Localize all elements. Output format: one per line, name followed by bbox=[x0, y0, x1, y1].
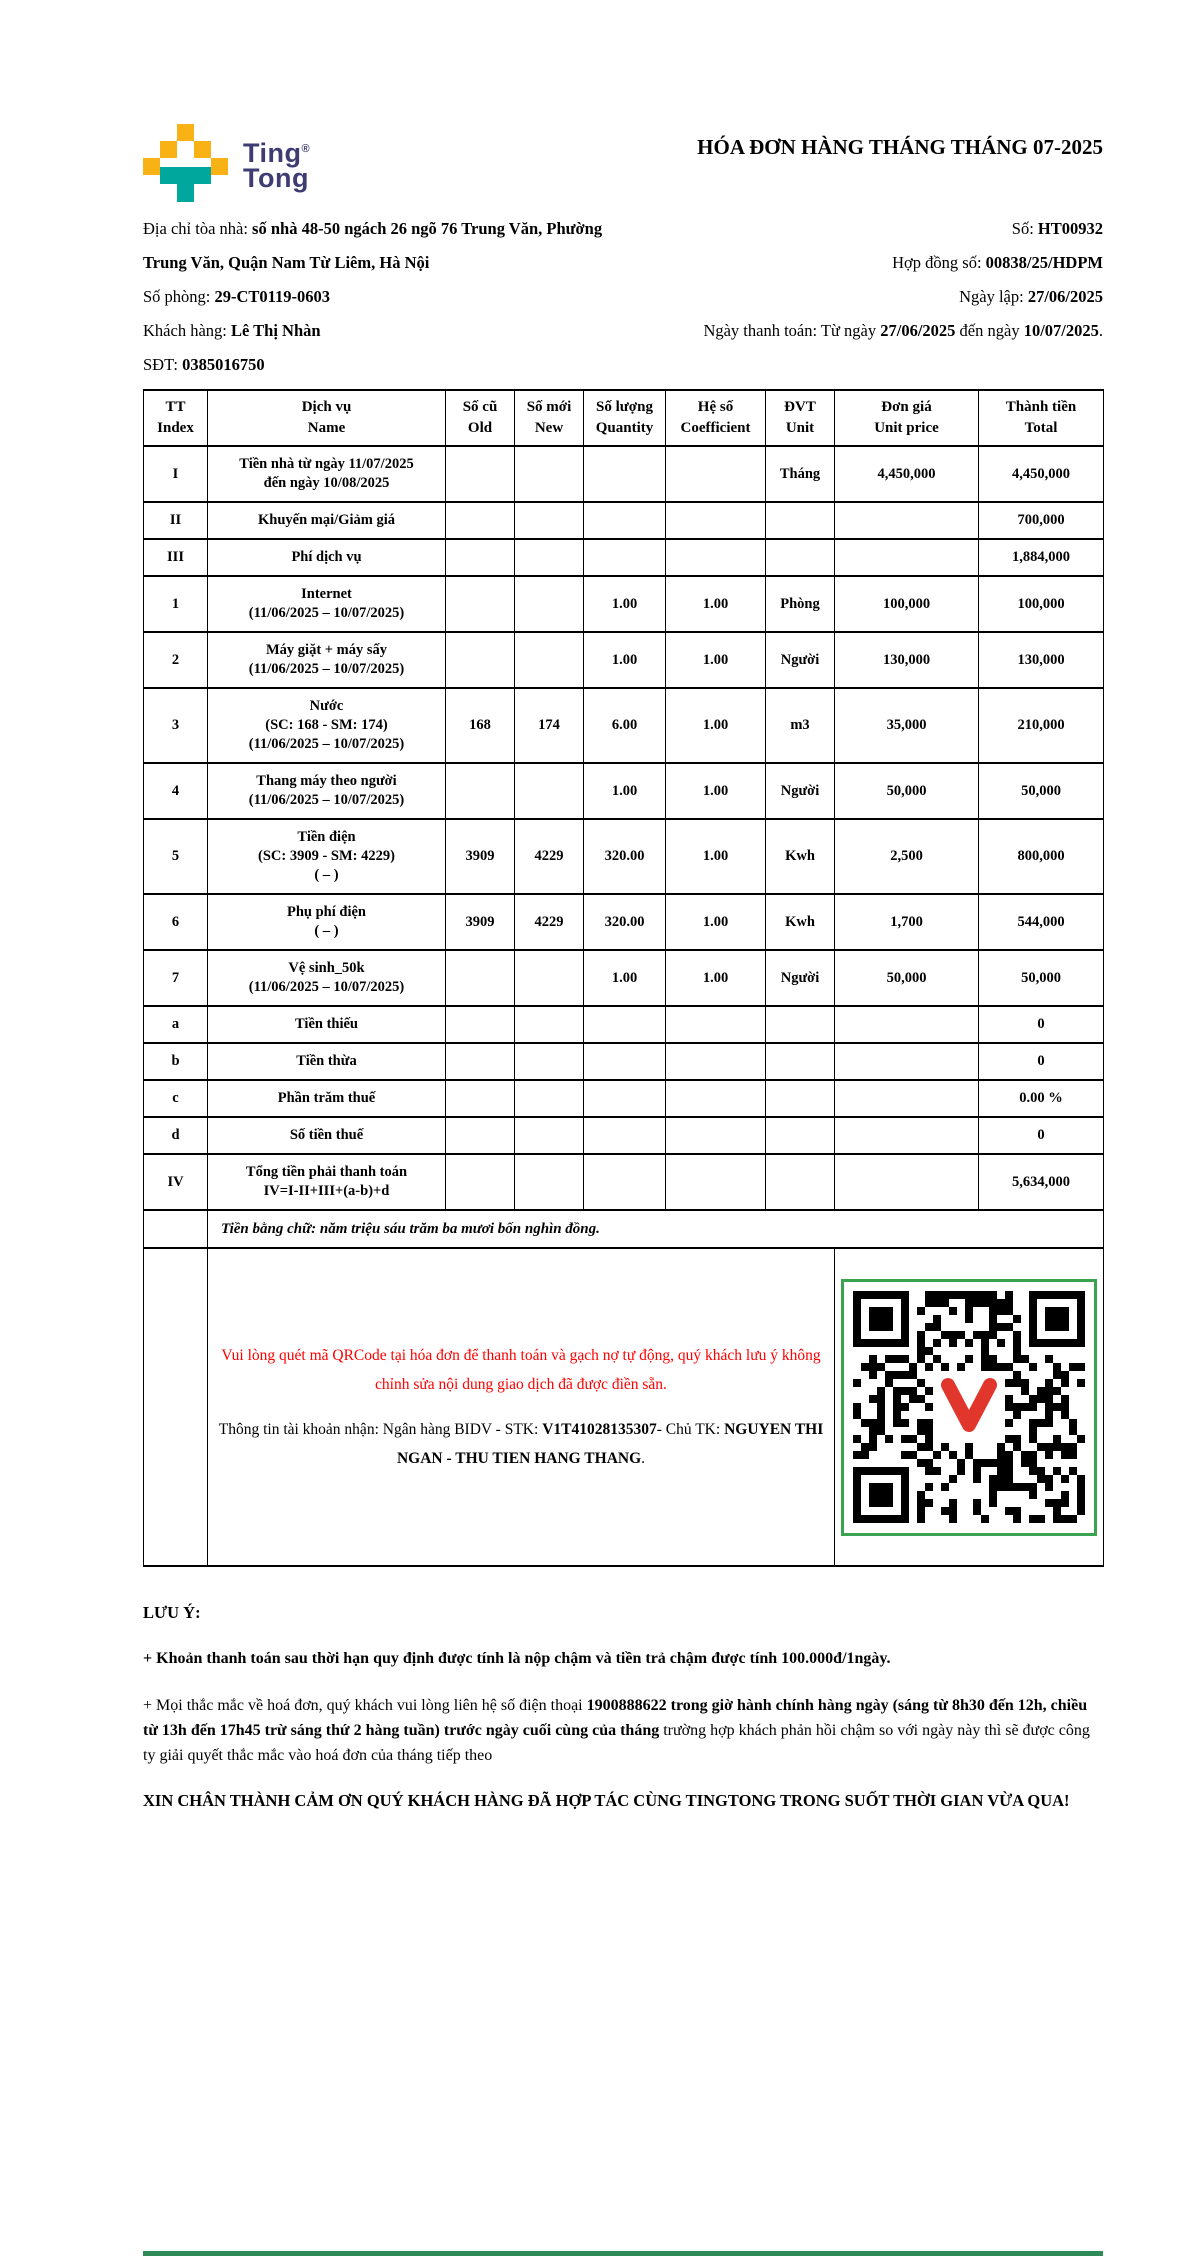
info-left-column bbox=[143, 212, 635, 382]
cell-coef bbox=[666, 1043, 766, 1080]
cell-total: 700,000 bbox=[979, 502, 1104, 539]
col-header-new: Số mới New bbox=[515, 390, 584, 446]
cell-total: 800,000 bbox=[979, 819, 1104, 894]
brand-line2: Tong bbox=[243, 163, 309, 193]
table-row bbox=[144, 763, 1104, 819]
bank-account-info: Thông tin tài khoản nhận: Ngân hàng BIDV - STK: V1T41028135307- Chủ TK: NGUYEN THI NGAN - THU TIEN HANG THANG. bbox=[218, 1421, 824, 1467]
cell-price: 2,500 bbox=[835, 819, 979, 894]
cell-new bbox=[515, 1006, 584, 1043]
cell-coef bbox=[666, 446, 766, 502]
cell-old: 3909 bbox=[446, 819, 515, 894]
cell-price: 4,450,000 bbox=[835, 446, 979, 502]
cell-new bbox=[515, 576, 584, 632]
cell-idx: b bbox=[144, 1043, 208, 1080]
brand-logo bbox=[143, 124, 310, 202]
cell-unit bbox=[766, 1080, 835, 1117]
cell-name: Máy giặt + máy sấy (11/06/2025 – 10/07/2025) bbox=[208, 632, 446, 688]
cell-total: 544,000 bbox=[979, 894, 1104, 950]
cell-qty: 320.00 bbox=[584, 894, 666, 950]
cell-name: Tiền nhà từ ngày 11/07/2025 đến ngày 10/08/2025 bbox=[208, 446, 446, 502]
cell-idx: IV bbox=[144, 1154, 208, 1210]
cell-idx: 4 bbox=[144, 763, 208, 819]
cell-name: Khuyến mại/Giảm giá bbox=[208, 502, 446, 539]
room-number: Số phòng: 29-CT0119-0603 bbox=[143, 287, 331, 306]
cell-name: Vệ sinh_50k (11/06/2025 – 10/07/2025) bbox=[208, 950, 446, 1006]
cell-new bbox=[515, 1117, 584, 1154]
cell-old bbox=[446, 1154, 515, 1210]
cell-unit: Người bbox=[766, 950, 835, 1006]
col-header-total: Thành tiền Total bbox=[979, 390, 1104, 446]
col-header-index: TT Index bbox=[144, 390, 208, 446]
cell-old: 3909 bbox=[446, 894, 515, 950]
cell-new bbox=[515, 1043, 584, 1080]
table-row bbox=[144, 688, 1104, 763]
cell-idx: 1 bbox=[144, 576, 208, 632]
cell-price: 1,700 bbox=[835, 894, 979, 950]
cell-price bbox=[835, 1006, 979, 1043]
cell-total: 0 bbox=[979, 1006, 1104, 1043]
cell-total: 0 bbox=[979, 1117, 1104, 1154]
cell-idx: d bbox=[144, 1117, 208, 1154]
cell-idx: 3 bbox=[144, 688, 208, 763]
cell-total: 50,000 bbox=[979, 763, 1104, 819]
cell-unit bbox=[766, 1043, 835, 1080]
table-row bbox=[144, 502, 1104, 539]
cell-new bbox=[515, 446, 584, 502]
cell-qty bbox=[584, 1006, 666, 1043]
cell-coef bbox=[666, 1080, 766, 1117]
customer-name: Khách hàng: Lê Thị Nhàn bbox=[143, 321, 321, 340]
cell-unit bbox=[766, 1154, 835, 1210]
cell-total: 50,000 bbox=[979, 950, 1104, 1006]
cell-old bbox=[446, 763, 515, 819]
cell-total: 130,000 bbox=[979, 632, 1104, 688]
cell-total: 0.00 % bbox=[979, 1080, 1104, 1117]
qr-code-cell bbox=[835, 1248, 1104, 1566]
cell-old bbox=[446, 576, 515, 632]
cell-total: 5,634,000 bbox=[979, 1154, 1104, 1210]
invoice-number: Số: HT00932 bbox=[1011, 219, 1103, 238]
invoice-info bbox=[143, 212, 1103, 382]
qr-payment-note: Vui lòng quét mã QRCode tại hóa đơn để thanh toán và gạch nợ tự động, quý khách lưu ý không chỉnh sửa nội dung giao dịch đã được điền sẵn. bbox=[221, 1347, 821, 1393]
cell-unit: Người bbox=[766, 763, 835, 819]
col-header-quantity: Số lượng Quantity bbox=[584, 390, 666, 446]
cell-unit: Kwh bbox=[766, 894, 835, 950]
table-row bbox=[144, 819, 1104, 894]
cell-total: 4,450,000 bbox=[979, 446, 1104, 502]
cell-empty bbox=[144, 1248, 208, 1566]
cell-new: 4229 bbox=[515, 894, 584, 950]
cell-qty: 1.00 bbox=[584, 950, 666, 1006]
building-address: Địa chỉ tòa nhà: số nhà 48-50 ngách 26 ngõ 76 Trung Văn, Phường Trung Văn, Quận Nam Từ Liêm, Hà Nội bbox=[143, 219, 603, 272]
cell-coef: 1.00 bbox=[666, 763, 766, 819]
notes-section bbox=[143, 1603, 1103, 1814]
cell-unit: Người bbox=[766, 632, 835, 688]
cell-old bbox=[446, 950, 515, 1006]
table-row bbox=[144, 1043, 1104, 1080]
cell-unit bbox=[766, 1006, 835, 1043]
cell-price bbox=[835, 1043, 979, 1080]
col-header-coefficient: Hệ số Coefficient bbox=[666, 390, 766, 446]
cell-new bbox=[515, 950, 584, 1006]
cell-unit: Tháng bbox=[766, 446, 835, 502]
issue-date: Ngày lập: 27/06/2025 bbox=[959, 287, 1103, 306]
invoice-table bbox=[143, 389, 1104, 1567]
amount-in-words: Tiền bằng chữ: năm triệu sáu trăm ba mươi bốn nghìn đồng. bbox=[208, 1210, 1104, 1248]
col-header-unit-price: Đơn giá Unit price bbox=[835, 390, 979, 446]
cell-name: Tiền thiếu bbox=[208, 1006, 446, 1043]
cell-idx: II bbox=[144, 502, 208, 539]
table-row bbox=[144, 576, 1104, 632]
cell-qty: 6.00 bbox=[584, 688, 666, 763]
cell-old bbox=[446, 1006, 515, 1043]
cell-coef: 1.00 bbox=[666, 632, 766, 688]
qr-row bbox=[144, 1248, 1104, 1566]
cell-name: Nước (SC: 168 - SM: 174) (11/06/2025 – 10/07/2025) bbox=[208, 688, 446, 763]
cell-empty bbox=[144, 1210, 208, 1248]
cell-coef: 1.00 bbox=[666, 950, 766, 1006]
invoice-title: HÓA ĐƠN HÀNG THÁNG THÁNG 07-2025 bbox=[697, 135, 1103, 159]
brand-line1: Ting bbox=[243, 138, 302, 168]
cell-name: Tổng tiền phải thanh toán IV=I-II+III+(a-b)+d bbox=[208, 1154, 446, 1210]
cell-price bbox=[835, 1154, 979, 1210]
cell-new bbox=[515, 1154, 584, 1210]
table-row bbox=[144, 894, 1104, 950]
cell-unit: m3 bbox=[766, 688, 835, 763]
cell-old bbox=[446, 539, 515, 576]
bottom-divider bbox=[143, 2251, 1103, 2256]
cell-total: 0 bbox=[979, 1043, 1104, 1080]
col-header-old: Số cũ Old bbox=[446, 390, 515, 446]
cell-coef bbox=[666, 502, 766, 539]
cell-qty: 1.00 bbox=[584, 763, 666, 819]
cell-qty bbox=[584, 1043, 666, 1080]
payment-instructions-cell bbox=[208, 1248, 835, 1566]
table-row bbox=[144, 1006, 1104, 1043]
cell-price: 100,000 bbox=[835, 576, 979, 632]
cell-unit bbox=[766, 502, 835, 539]
cell-old bbox=[446, 1080, 515, 1117]
cell-coef: 1.00 bbox=[666, 894, 766, 950]
cell-idx: 5 bbox=[144, 819, 208, 894]
cell-price bbox=[835, 502, 979, 539]
cell-idx: I bbox=[144, 446, 208, 502]
cell-qty: 1.00 bbox=[584, 576, 666, 632]
cell-name: Tiền điện (SC: 3909 - SM: 4229) ( – ) bbox=[208, 819, 446, 894]
table-row bbox=[144, 446, 1104, 502]
cell-unit: Phòng bbox=[766, 576, 835, 632]
col-header-name: Dịch vụ Name bbox=[208, 390, 446, 446]
info-right-column bbox=[635, 212, 1103, 382]
cell-new bbox=[515, 502, 584, 539]
cell-coef bbox=[666, 539, 766, 576]
cell-qty bbox=[584, 502, 666, 539]
cell-coef bbox=[666, 1006, 766, 1043]
table-row bbox=[144, 632, 1104, 688]
cell-unit bbox=[766, 1117, 835, 1154]
cell-qty bbox=[584, 1117, 666, 1154]
cell-idx: 7 bbox=[144, 950, 208, 1006]
registered-mark: ® bbox=[301, 143, 311, 155]
cell-new bbox=[515, 763, 584, 819]
cell-name: Phụ phí điện ( – ) bbox=[208, 894, 446, 950]
tingtong-logo-icon bbox=[143, 124, 229, 202]
cell-idx: a bbox=[144, 1006, 208, 1043]
cell-price: 35,000 bbox=[835, 688, 979, 763]
cell-idx: 2 bbox=[144, 632, 208, 688]
cell-name: Số tiền thuế bbox=[208, 1117, 446, 1154]
cell-unit: Kwh bbox=[766, 819, 835, 894]
cell-name: Internet (11/06/2025 – 10/07/2025) bbox=[208, 576, 446, 632]
cell-old bbox=[446, 1117, 515, 1154]
cell-old bbox=[446, 1043, 515, 1080]
thanks-note: XIN CHÂN THÀNH CẢM ƠN QUÝ KHÁCH HÀNG ĐÃ HỢP TÁC CÙNG TINGTONG TRONG SUỐT THỜI GIAN VỪA QUA! bbox=[143, 1791, 1070, 1810]
qr-code bbox=[841, 1279, 1097, 1536]
cell-old bbox=[446, 446, 515, 502]
cell-price: 50,000 bbox=[835, 763, 979, 819]
cell-name: Tiền thừa bbox=[208, 1043, 446, 1080]
brand-name bbox=[243, 137, 310, 202]
cell-price: 130,000 bbox=[835, 632, 979, 688]
cell-new bbox=[515, 539, 584, 576]
header bbox=[143, 124, 1103, 202]
cell-total: 1,884,000 bbox=[979, 539, 1104, 576]
cell-price bbox=[835, 539, 979, 576]
cell-price bbox=[835, 1117, 979, 1154]
amount-in-words-row bbox=[144, 1210, 1104, 1248]
cell-old bbox=[446, 632, 515, 688]
cell-qty bbox=[584, 446, 666, 502]
notes-heading: LƯU Ý: bbox=[143, 1603, 201, 1622]
cell-total: 100,000 bbox=[979, 576, 1104, 632]
cell-new bbox=[515, 632, 584, 688]
cell-coef: 1.00 bbox=[666, 576, 766, 632]
cell-qty bbox=[584, 1154, 666, 1210]
cell-new: 174 bbox=[515, 688, 584, 763]
cell-name: Phí dịch vụ bbox=[208, 539, 446, 576]
cell-idx: 6 bbox=[144, 894, 208, 950]
cell-name: Phần trăm thuế bbox=[208, 1080, 446, 1117]
cell-price: 50,000 bbox=[835, 950, 979, 1006]
cell-total: 210,000 bbox=[979, 688, 1104, 763]
cell-coef: 1.00 bbox=[666, 688, 766, 763]
cell-unit bbox=[766, 539, 835, 576]
contact-note: + Mọi thắc mắc về hoá đơn, quý khách vui lòng liên hệ số điện thoại 1900888622 trong giờ hành chính hàng ngày (sáng từ 8h30 đến 12h, chiều từ 13h đến 17h45 trừ sáng thứ 2 hàng tuần) trước ngày cuối cùng của tháng trường hợp khách phản hồi chậm so với ngày này thì sẽ được công ty giải quyết thắc mắc vào hoá đơn của tháng tiếp theo bbox=[143, 1697, 1090, 1764]
cell-coef: 1.00 bbox=[666, 819, 766, 894]
table-row bbox=[144, 1154, 1104, 1210]
cell-qty: 320.00 bbox=[584, 819, 666, 894]
customer-phone: SĐT: 0385016750 bbox=[143, 355, 265, 374]
cell-idx: c bbox=[144, 1080, 208, 1117]
table-row bbox=[144, 539, 1104, 576]
table-row bbox=[144, 1080, 1104, 1117]
table-header-row bbox=[144, 390, 1104, 446]
payment-period: Ngày thanh toán: Từ ngày 27/06/2025 đến ngày 10/07/2025. bbox=[703, 321, 1103, 340]
contract-number: Hợp đồng số: 00838/25/HDPM bbox=[892, 253, 1103, 272]
cell-old bbox=[446, 502, 515, 539]
cell-price bbox=[835, 1080, 979, 1117]
cell-qty bbox=[584, 539, 666, 576]
cell-coef bbox=[666, 1154, 766, 1210]
cell-name: Thang máy theo người (11/06/2025 – 10/07/2025) bbox=[208, 763, 446, 819]
cell-idx: III bbox=[144, 539, 208, 576]
table-row bbox=[144, 950, 1104, 1006]
cell-old: 168 bbox=[446, 688, 515, 763]
col-header-unit: ĐVT Unit bbox=[766, 390, 835, 446]
qr-code-image bbox=[853, 1291, 1085, 1523]
late-fee-note: + Khoản thanh toán sau thời hạn quy định được tính là nộp chậm và tiền trả chậm được tính 100.000đ/1ngày. bbox=[143, 1650, 891, 1667]
cell-new: 4229 bbox=[515, 819, 584, 894]
cell-new bbox=[515, 1080, 584, 1117]
table-row bbox=[144, 1117, 1104, 1154]
invoice-table-body bbox=[144, 446, 1104, 1210]
cell-coef bbox=[666, 1117, 766, 1154]
cell-qty bbox=[584, 1080, 666, 1117]
cell-qty: 1.00 bbox=[584, 632, 666, 688]
